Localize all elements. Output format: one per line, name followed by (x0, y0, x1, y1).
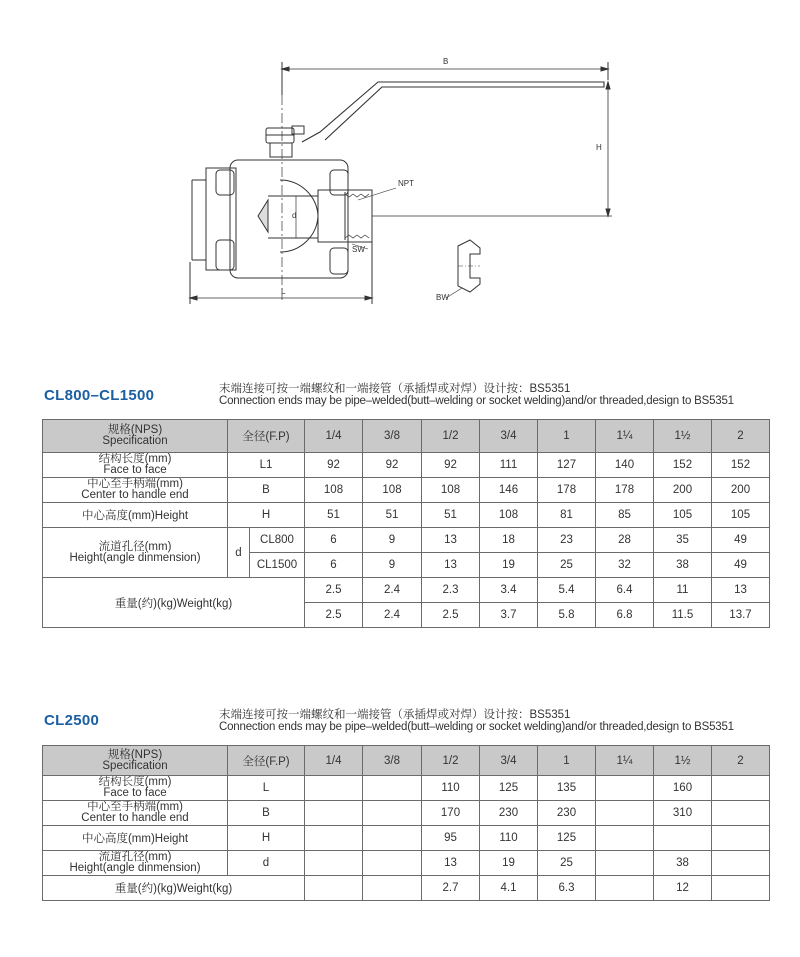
row-symbol: d (228, 528, 250, 578)
cell: 230 (480, 801, 538, 826)
cell: 9 (363, 553, 422, 578)
cell: 28 (596, 528, 654, 553)
cell: 111 (480, 453, 538, 478)
cell: 25 (538, 553, 596, 578)
cell: 230 (538, 801, 596, 826)
cell (305, 826, 363, 851)
cell (363, 776, 422, 801)
cell: 108 (305, 478, 363, 503)
class-label: CL800 (250, 528, 305, 553)
dim-l-label: L (281, 287, 286, 296)
spec-header: 规格(NPS) Specification (43, 420, 228, 453)
size-header: 2 (712, 420, 770, 453)
cell: 105 (712, 503, 770, 528)
cell (305, 876, 363, 901)
row-label: 流道孔径(mm) Height(angle dinmension) (43, 528, 228, 578)
cell: 81 (538, 503, 596, 528)
cell (305, 801, 363, 826)
table-row (43, 453, 770, 478)
cell: 108 (363, 478, 422, 503)
cell: 92 (422, 453, 480, 478)
cell: 32 (596, 553, 654, 578)
size-header: 1¼ (596, 420, 654, 453)
row-label: 中心高度(mm)Height (43, 503, 228, 528)
cell: 2.5 (305, 603, 363, 628)
cell (654, 826, 712, 851)
cell: 310 (654, 801, 712, 826)
size-header: 1¼ (596, 746, 654, 776)
cell: 92 (363, 453, 422, 478)
row-symbol: B (228, 478, 305, 503)
cell: 49 (712, 553, 770, 578)
cell: 2.3 (422, 578, 480, 603)
table-row (43, 851, 770, 876)
size-header: 1½ (654, 420, 712, 453)
row-label: 中心至手柄端(mm) Center to handle end (43, 478, 228, 503)
size-header: 3/8 (363, 746, 422, 776)
table1-note-cn: 末端连接可按一端螺纹和一端接管（承插焊或对焊）设计按：BS5351 (219, 383, 571, 395)
table-row (43, 528, 770, 553)
dim-h-label: H (596, 143, 602, 152)
cell: 13.7 (712, 603, 770, 628)
row-label: 重量(约)(kg)Weight(kg) (43, 578, 305, 628)
npt-label: NPT (398, 179, 414, 188)
bore-header: 全径(F.P) (228, 746, 305, 776)
cell: 25 (538, 851, 596, 876)
table2-title: CL2500 (44, 712, 100, 729)
row-symbol: H (228, 826, 305, 851)
table2-note-en: Connection ends may be pipe–welded(butt–welding or socket welding)and/or threaded,design to BS5351 (219, 721, 734, 733)
cell: 19 (480, 851, 538, 876)
cell: 2.4 (363, 603, 422, 628)
cell (596, 876, 654, 901)
cell: 2.4 (363, 578, 422, 603)
cell: 6.4 (596, 578, 654, 603)
row-symbol: B (228, 801, 305, 826)
cell (596, 826, 654, 851)
cell: 9 (363, 528, 422, 553)
table-row (43, 801, 770, 826)
cell: 19 (480, 553, 538, 578)
bore-header: 全径(F.P) (228, 420, 305, 453)
cell: 3.7 (480, 603, 538, 628)
cell: 85 (596, 503, 654, 528)
bw-label: BW (436, 293, 449, 302)
cell: 178 (596, 478, 654, 503)
size-header: 3/4 (480, 420, 538, 453)
row-label: 结构长度(mm) Face to face (43, 776, 228, 801)
cell (712, 801, 770, 826)
row-label: 重量(约)(kg)Weight(kg) (43, 876, 305, 901)
sw-label: SW (352, 245, 365, 254)
cell: 152 (654, 453, 712, 478)
cell: 200 (654, 478, 712, 503)
cell: 110 (480, 826, 538, 851)
table1 (42, 419, 770, 628)
cell: 6.3 (538, 876, 596, 901)
cell: 3.4 (480, 578, 538, 603)
cell (596, 851, 654, 876)
cell: 13 (712, 578, 770, 603)
cell: 108 (422, 478, 480, 503)
cell: 6 (305, 553, 363, 578)
row-symbol: d (228, 851, 305, 876)
cell: 2.5 (422, 603, 480, 628)
cell (305, 776, 363, 801)
cell: 105 (654, 503, 712, 528)
table2-note-cn: 末端连接可按一端螺纹和一端接管（承插焊或对焊）设计按：BS5351 (219, 709, 571, 721)
cell: 51 (305, 503, 363, 528)
cell: 178 (538, 478, 596, 503)
table2 (42, 745, 770, 901)
cell: 13 (422, 528, 480, 553)
cell: 51 (363, 503, 422, 528)
size-header: 1 (538, 746, 596, 776)
dim-b-label: B (443, 57, 449, 66)
cell: 92 (305, 453, 363, 478)
row-label: 结构长度(mm) Face to face (43, 453, 228, 478)
cell (712, 776, 770, 801)
cell (712, 826, 770, 851)
cell: 11 (654, 578, 712, 603)
row-label: 中心高度(mm)Height (43, 826, 228, 851)
cell: 38 (654, 553, 712, 578)
size-header: 1 (538, 420, 596, 453)
table1-header-row (43, 420, 770, 453)
table-row (43, 503, 770, 528)
cell: 12 (654, 876, 712, 901)
cell: 127 (538, 453, 596, 478)
cell: 51 (422, 503, 480, 528)
cell: 200 (712, 478, 770, 503)
cell: 152 (712, 453, 770, 478)
row-symbol: L (228, 776, 305, 801)
cell: 146 (480, 478, 538, 503)
cell (363, 801, 422, 826)
cell: 135 (538, 776, 596, 801)
size-header: 1/2 (422, 746, 480, 776)
dim-d-label: d (292, 211, 297, 220)
cell: 140 (596, 453, 654, 478)
size-header: 3/8 (363, 420, 422, 453)
size-header: 1/4 (305, 420, 363, 453)
cell: 6.8 (596, 603, 654, 628)
cell: 160 (654, 776, 712, 801)
class-label: CL1500 (250, 553, 305, 578)
row-label: 中心至手柄端(mm) Center to handle end (43, 801, 228, 826)
size-header: 1½ (654, 746, 712, 776)
spec-header: 规格(NPS) Specification (43, 746, 228, 776)
cell (712, 851, 770, 876)
valve-drawing (0, 0, 800, 320)
cell (596, 801, 654, 826)
cell: 13 (422, 553, 480, 578)
cell: 95 (422, 826, 480, 851)
cell: 170 (422, 801, 480, 826)
size-header: 3/4 (480, 746, 538, 776)
cell (363, 826, 422, 851)
cell: 49 (712, 528, 770, 553)
cell (712, 876, 770, 901)
table-row (43, 876, 770, 901)
table-row (43, 578, 770, 603)
cell (305, 851, 363, 876)
table1-note-en: Connection ends may be pipe–welded(butt–welding or socket welding)and/or threaded,design to BS5351 (219, 395, 734, 407)
cell: 6 (305, 528, 363, 553)
size-header: 1/2 (422, 420, 480, 453)
table-row (43, 826, 770, 851)
row-label: 流道孔径(mm) Height(angle dinmension) (43, 851, 228, 876)
cell: 5.8 (538, 603, 596, 628)
cell: 2.5 (305, 578, 363, 603)
cell (363, 876, 422, 901)
cell: 125 (538, 826, 596, 851)
cell: 13 (422, 851, 480, 876)
size-header: 1/4 (305, 746, 363, 776)
cell: 23 (538, 528, 596, 553)
cell: 5.4 (538, 578, 596, 603)
cell: 11.5 (654, 603, 712, 628)
cell: 38 (654, 851, 712, 876)
row-symbol: L1 (228, 453, 305, 478)
cell: 35 (654, 528, 712, 553)
cell: 110 (422, 776, 480, 801)
cell: 108 (480, 503, 538, 528)
size-header: 2 (712, 746, 770, 776)
cell: 2.7 (422, 876, 480, 901)
table-row (43, 776, 770, 801)
cell (596, 776, 654, 801)
table1-title: CL800–CL1500 (44, 387, 155, 404)
cell: 4.1 (480, 876, 538, 901)
cell: 18 (480, 528, 538, 553)
cell (363, 851, 422, 876)
cell: 125 (480, 776, 538, 801)
row-symbol: H (228, 503, 305, 528)
table2-header-row (43, 746, 770, 776)
table-row (43, 478, 770, 503)
